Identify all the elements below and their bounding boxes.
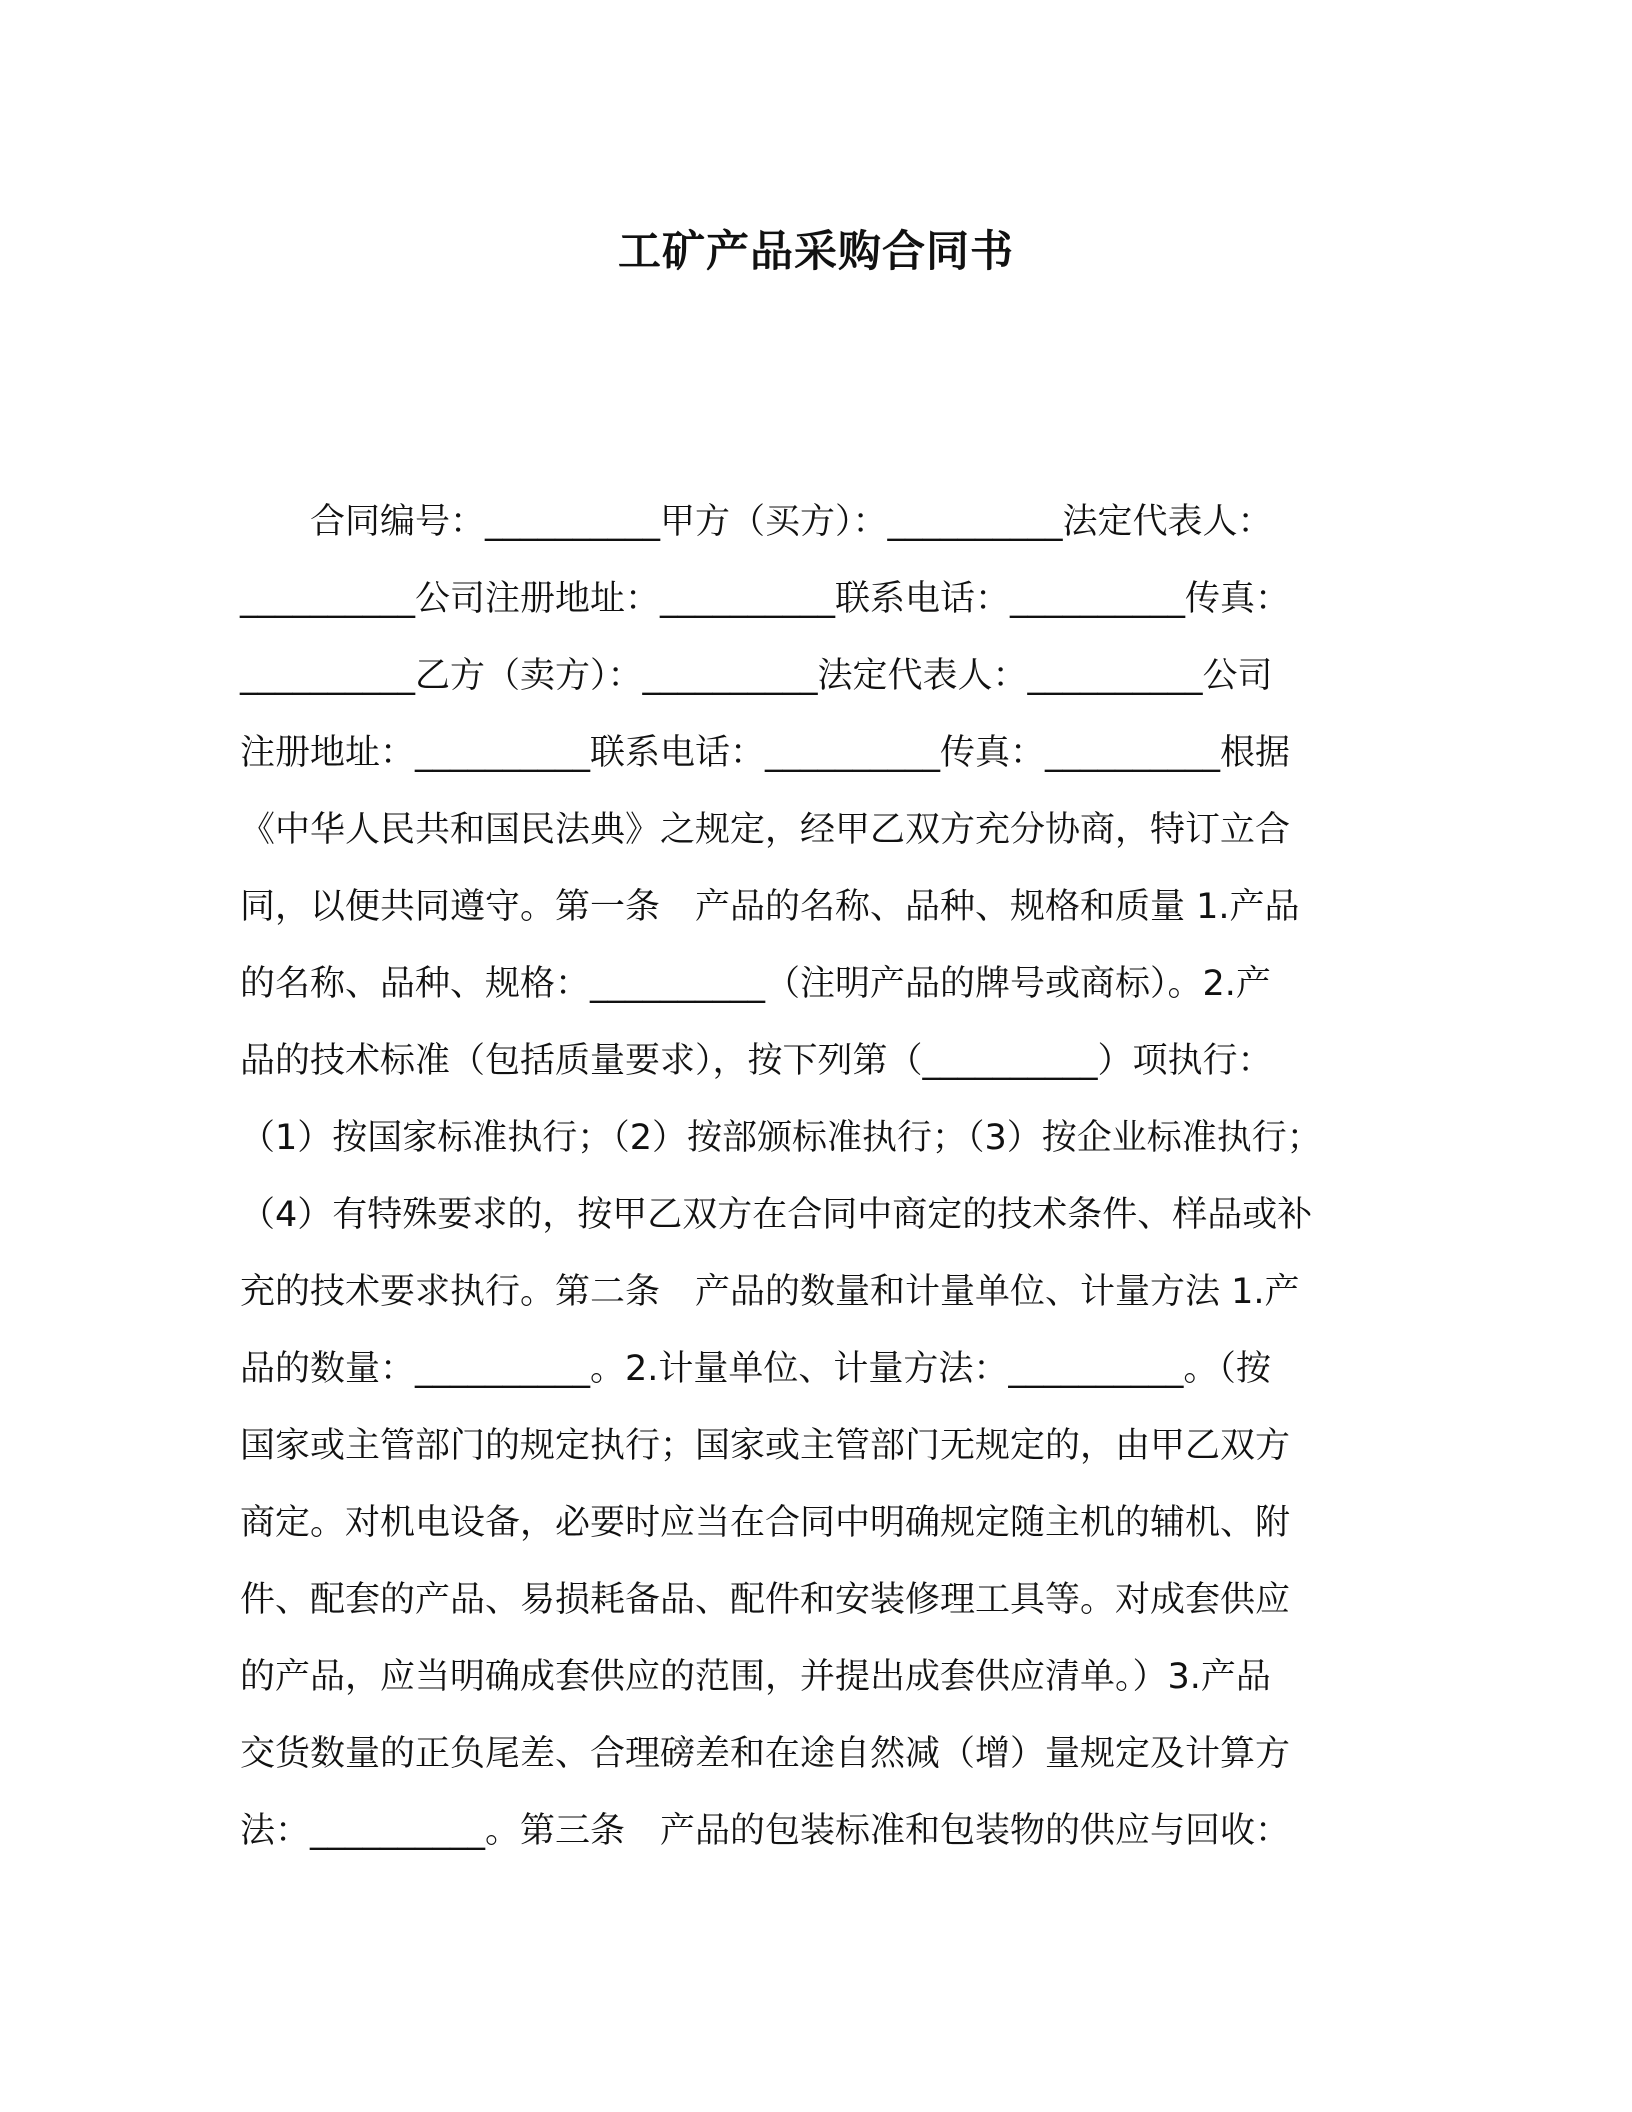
body-line: 品的数量：__________。2.计量单位、计量方法：__________。（按 (240, 1349, 1271, 1389)
body-line: 的名称、品种、规格：__________（注明产品的牌号或商标）。2.产 (240, 964, 1271, 1004)
body-line: 法：__________。第三条 产品的包装标准和包装物的供应与回收： (240, 1811, 1291, 1851)
body-line: 国家或主管部门的规定执行；国家或主管部门无规定的，由甲乙双方 (240, 1426, 1291, 1466)
body-line: 《中华人民共和国民法典》之规定，经甲乙双方充分协商，特订立合 (240, 810, 1291, 850)
body-line: （4）有特殊要求的，按甲乙双方在合同中商定的技术条件、样品或补 (240, 1195, 1313, 1235)
body-line: 品的技术标准（包括质量要求），按下列第（__________）项执行： (240, 1041, 1273, 1081)
body-line: 注册地址：__________联系电话：__________传真：__________根据 (240, 733, 1291, 773)
body-line: 件、配套的产品、易损耗备品、配件和安装修理工具等。对成套供应 (240, 1580, 1291, 1620)
body-line: 的产品，应当明确成套供应的范围，并提出成套供应清单。）3.产品 (240, 1657, 1271, 1697)
body-line: 充的技术要求执行。第二条 产品的数量和计量单位、计量方法 1.产 (240, 1272, 1300, 1312)
body-line: 合同编号：__________甲方（买方）：__________法定代表人： (240, 502, 1273, 542)
document-title: 工矿产品采购合同书 (618, 227, 1014, 277)
body-line: （1）按国家标准执行；（2）按部颁标准执行；（3）按企业标准执行； (240, 1118, 1322, 1158)
body-line: 交货数量的正负尾差、合理磅差和在途自然减（增）量规定及计算方 (240, 1734, 1291, 1774)
body-line: 同，以便共同遵守。第一条 产品的名称、品种、规格和质量 1.产品 (240, 887, 1300, 927)
document-body (240, 492, 1422, 1878)
body-line: 商定。对机电设备，必要时应当在合同中明确规定随主机的辅机、附 (240, 1503, 1291, 1543)
body-line: __________公司注册地址：__________联系电话：__________传真： (240, 579, 1291, 619)
body-line: __________乙方（卖方）：__________法定代表人：__________公司 (240, 656, 1273, 696)
